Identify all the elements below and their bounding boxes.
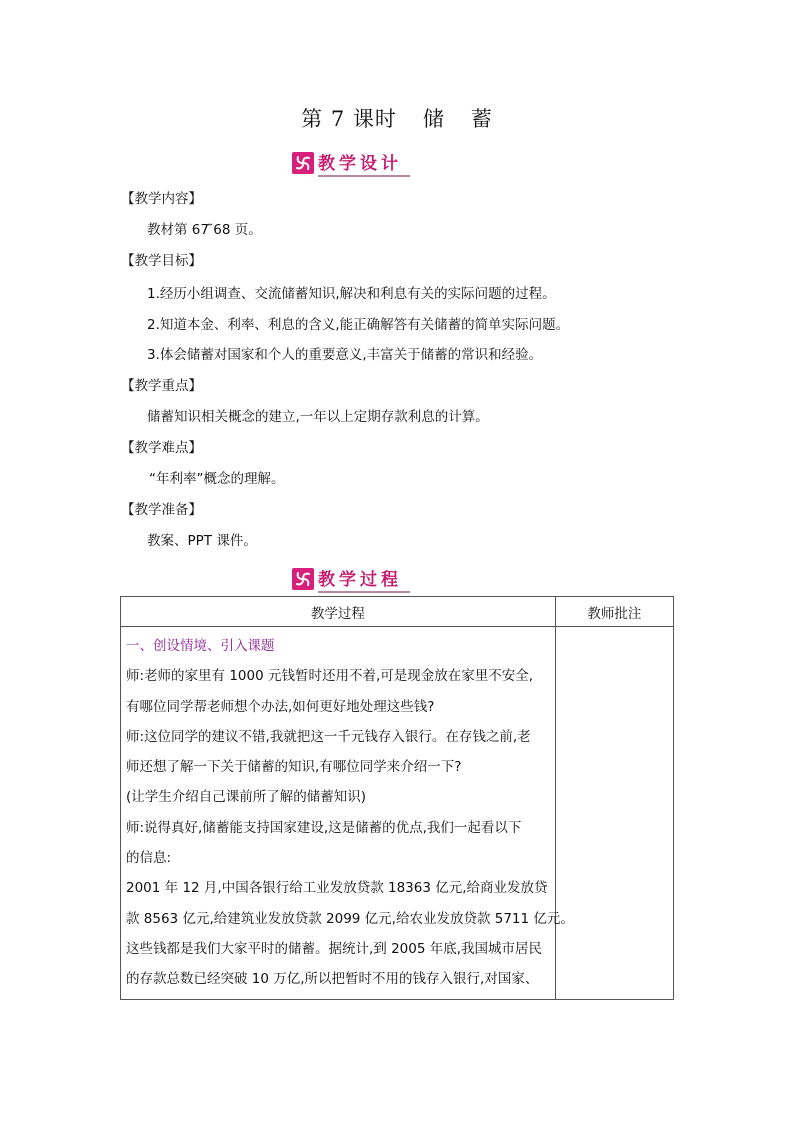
process-cell: [121, 627, 574, 1000]
page-title: [0, 103, 794, 133]
lesson-number: 第 7 课时: [301, 107, 397, 131]
process-line: (让学生介绍自己课前所了解的储蓄知识): [126, 789, 367, 806]
section-text: 教材第 67 ̃68 页。: [147, 222, 262, 238]
section-heading-content: 【教学内容】: [121, 191, 202, 207]
section-text: 储蓄知识相关概念的建立,一年以上定期存款利息的计算。: [147, 409, 489, 425]
objective-item: 1.经历小组调查、交流储蓄知识,解决和利息有关的实际问题的过程。: [147, 286, 556, 302]
process-line: 这些钱都是我们大家平时的储蓄。据统计,到 2005 年底,我国城市居民: [126, 940, 543, 957]
process-line: 师:老师的家里有 1000 元钱暂时还用不着,可是现金放在家里不安全,: [126, 668, 534, 685]
objective-item: 3.体会储蓄对国家和个人的重要意义,丰富关于储蓄的常识和经验。: [147, 347, 543, 363]
process-line: 师:说得真好,储蓄能支持国家建设,这是储蓄的优点,我们一起看以下: [126, 819, 522, 836]
column-header-process: 教学过程: [121, 597, 556, 627]
process-line: 款 8563 亿元,给建筑业发放贷款 2099 亿元,给农业发放贷款 5711 亿元。: [126, 910, 574, 927]
process-banner: [292, 565, 410, 593]
section-heading-objectives: 【教学目标】: [121, 253, 202, 269]
process-section-title: 一、创设情境、引入课题: [126, 638, 275, 654]
process-line: 有哪位同学帮老师想个办法,如何更好地处理这些钱?: [126, 698, 435, 715]
column-header-teacher-notes: 教师批注: [555, 597, 673, 627]
teaching-process-table: [120, 596, 674, 1000]
process-line: 师还想了解一下关于储蓄的知识,有哪位同学来介绍一下?: [126, 759, 462, 776]
pinwheel-logo-icon: [292, 152, 314, 174]
section-heading-difficulties: 【教学难点】: [121, 440, 202, 456]
topic-char-1: 储: [422, 107, 445, 131]
process-line: 的信息:: [126, 850, 172, 867]
design-banner-label: 教学设计: [318, 149, 410, 177]
section-heading-preparation: 【教学准备】: [121, 502, 202, 518]
table-row: [121, 627, 674, 1000]
process-line: 2001 年 12 月,中国各银行给工业发放贷款 18363 亿元,给商业发放贷: [126, 880, 548, 897]
design-banner: [292, 149, 410, 177]
objective-item: 2.知道本金、利率、利息的含义,能正确解答有关储蓄的简单实际问题。: [147, 317, 570, 333]
table-header-row: [121, 597, 674, 627]
teacher-note-cell: [555, 627, 673, 1000]
section-heading-key-points: 【教学重点】: [121, 378, 202, 394]
topic-char-2: 蓄: [470, 107, 493, 131]
process-line: 师:这位同学的建议不错,我就把这一千元钱存入银行。在存钱之前,老: [126, 728, 531, 745]
pinwheel-logo-icon: [292, 568, 314, 590]
section-text: 教案、PPT 课件。: [147, 533, 257, 549]
process-line: 的存款总数已经突破 10 万亿,所以把暂时不用的钱存入银行,对国家、: [126, 971, 539, 988]
section-text: “年利率”概念的理解。: [149, 471, 285, 487]
process-banner-label: 教学过程: [318, 565, 410, 593]
